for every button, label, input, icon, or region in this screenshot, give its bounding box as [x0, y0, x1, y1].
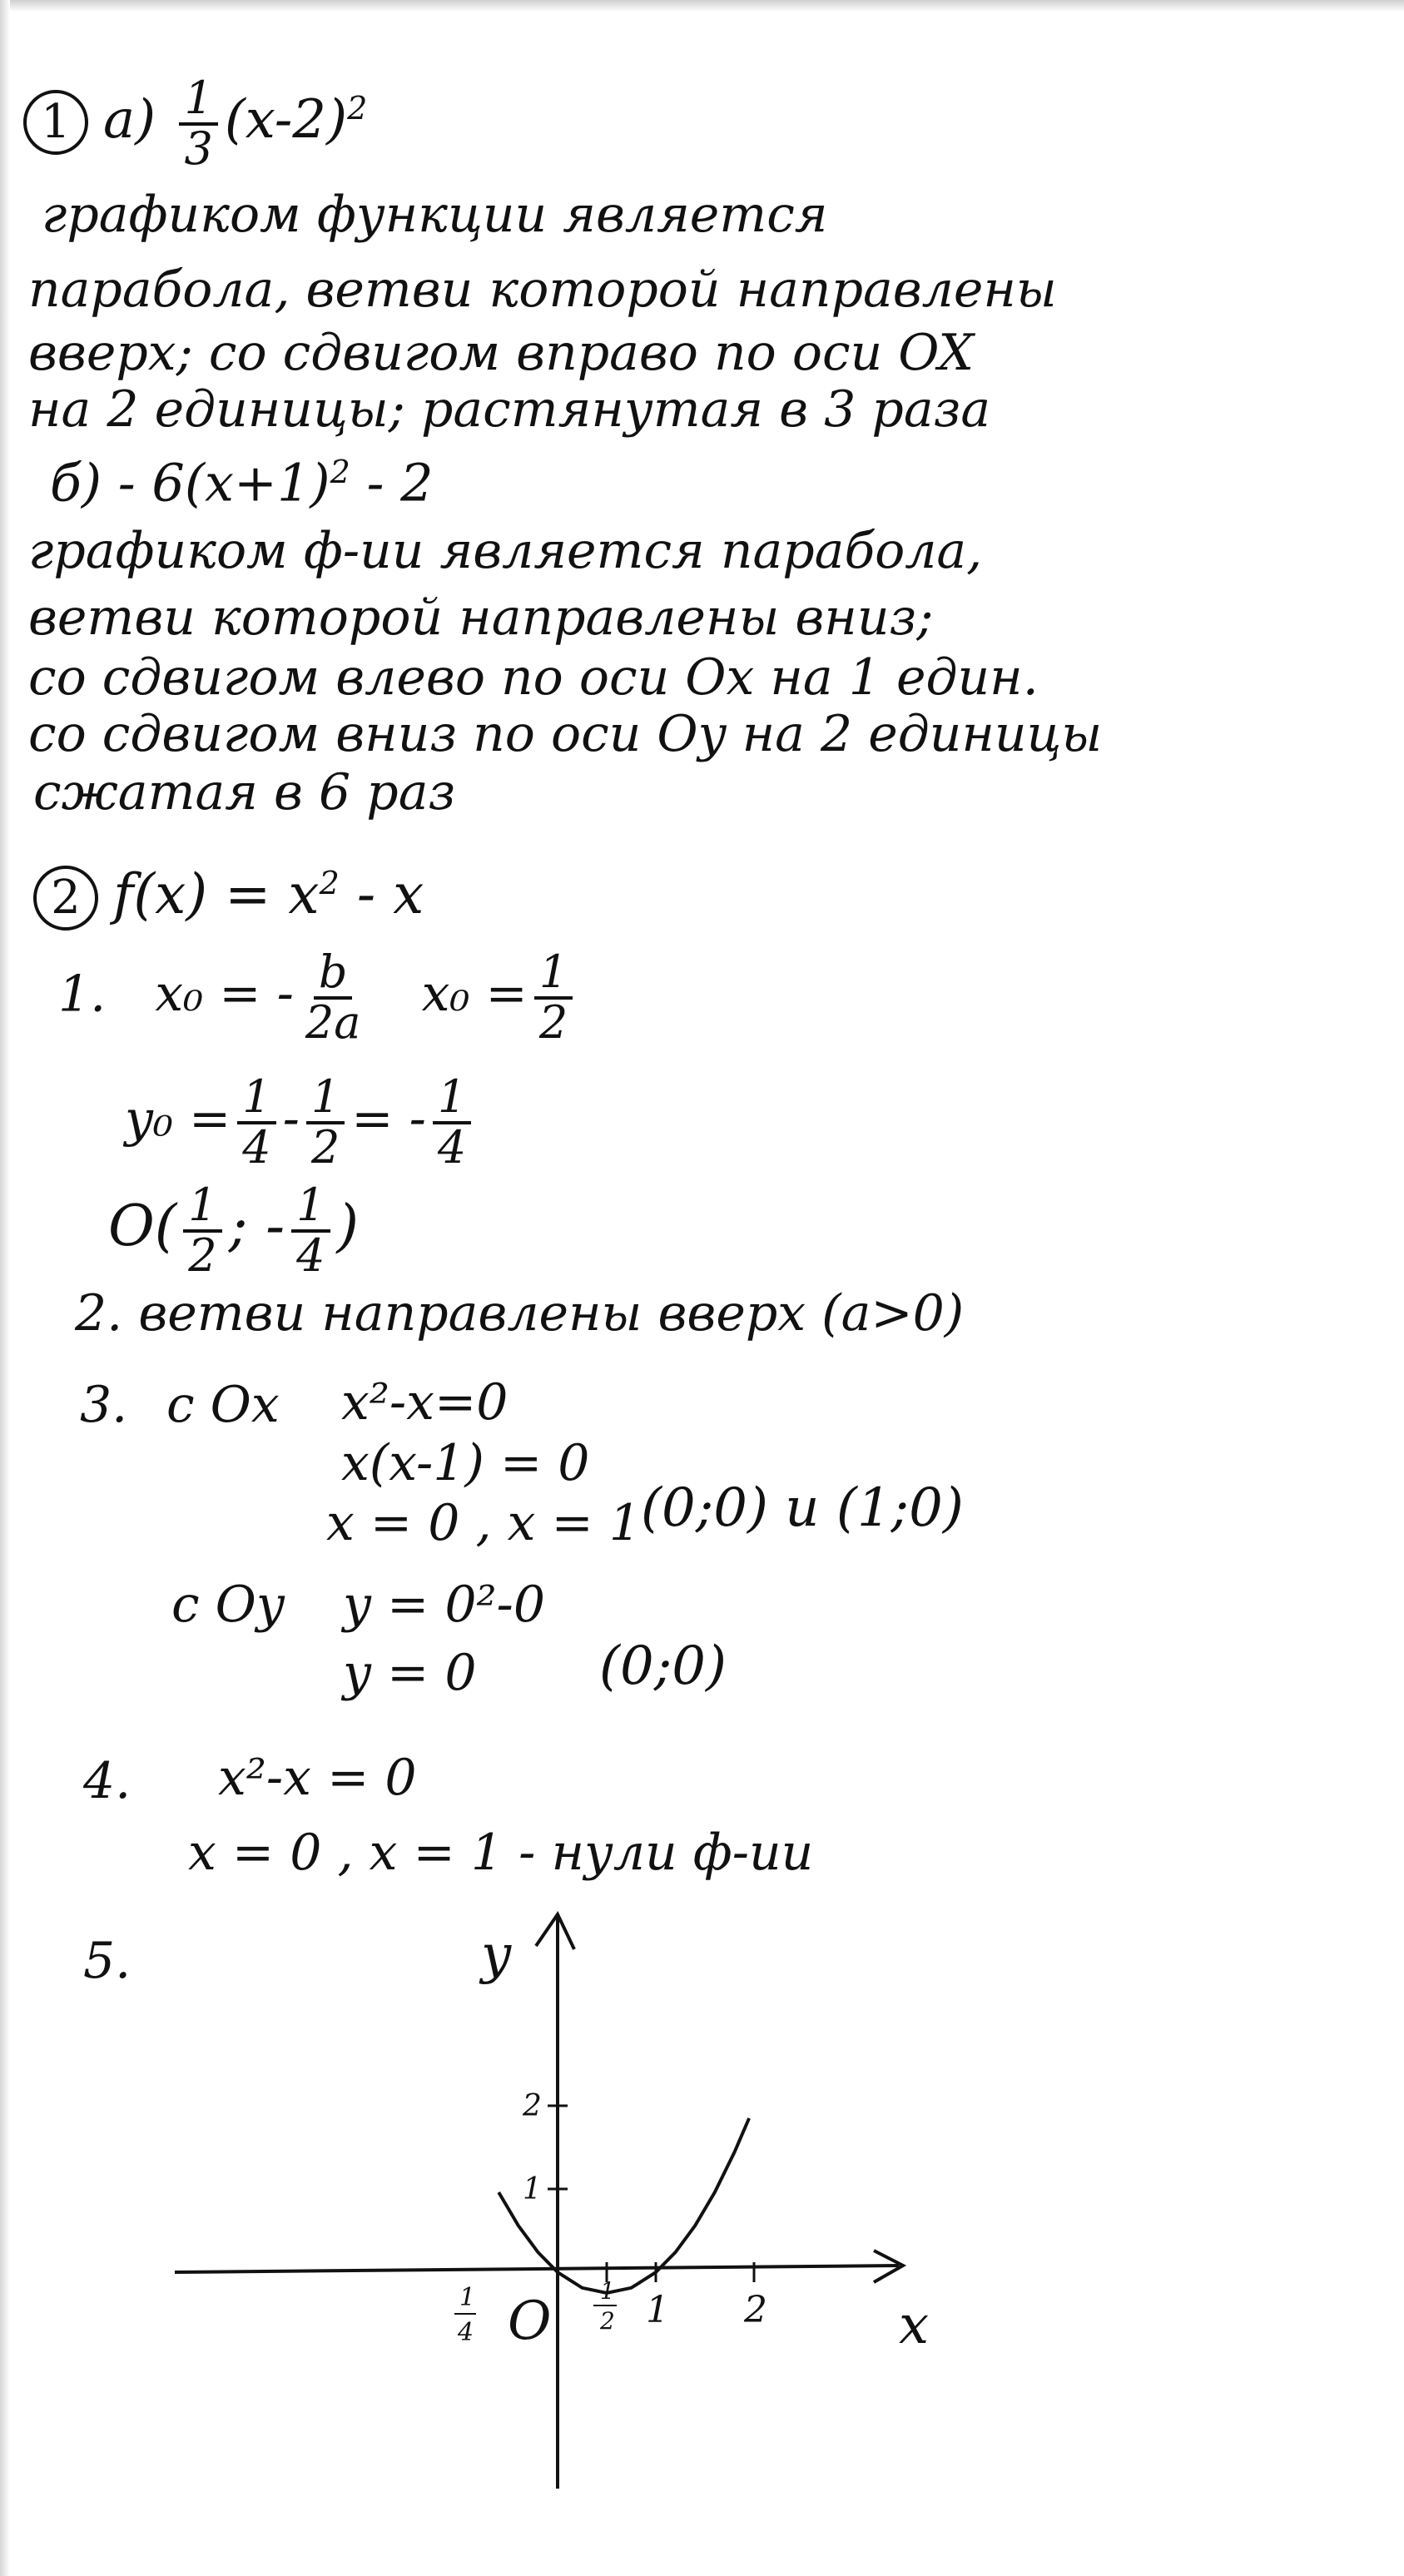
part-b-exponent: 2 — [330, 454, 350, 490]
vertex-line — [108, 1179, 360, 1282]
step4-label: 4. — [83, 1752, 131, 1810]
part-b-text-line: сжатая в 6 раз — [33, 763, 456, 821]
origin-label: O — [508, 2291, 552, 2352]
y0-lhs: y₀ = — [125, 1089, 231, 1149]
parabola-graph — [150, 1906, 999, 2505]
graph-ticks — [548, 2106, 754, 2282]
step3-cox: c Ox — [166, 1376, 280, 1434]
problem1-heading — [23, 72, 368, 175]
problem2-number: 2 — [33, 866, 98, 931]
problem2-heading — [33, 862, 424, 931]
problem1-number: 1 — [23, 90, 88, 155]
x-axis-line — [175, 2266, 899, 2272]
step1-label: 1. — [58, 965, 107, 1024]
y0-equals: = - — [351, 1089, 426, 1149]
step5-label: 5. — [83, 1932, 131, 1990]
y0-fraction-1: $\frac{1}{4}$ — [237, 1074, 275, 1171]
part-b-expression: - 6(x+1) — [117, 452, 330, 514]
y0-minus: - — [282, 1089, 300, 1149]
step3-points-x: (0;0) и (1;0) — [641, 1477, 964, 1539]
step3-equation: x = 0 , x = 1 — [326, 1494, 642, 1552]
x-tick-label: 1 — [646, 2289, 669, 2331]
part-a-text-line: вверх; со сдвигом вправо по оси OX — [28, 324, 975, 382]
y-axis-arrow — [536, 1914, 574, 1949]
function-exponent: 2 — [319, 865, 340, 901]
x-tick-label-numerator: 1 — [600, 2277, 615, 2305]
y0-fraction-2: $\frac{1}{2}$ — [306, 1074, 345, 1171]
function-rhs: - x — [356, 862, 424, 926]
part-a-expression: (x-2) — [224, 89, 348, 151]
graph-labels — [454, 1924, 929, 2356]
vertex-x-fraction: $\frac{1}{2}$ — [183, 1182, 221, 1279]
x0-value-fraction: $\frac{1}{2}$ — [534, 949, 573, 1046]
x-tick-label: 2 — [744, 2289, 767, 2331]
part-b-text-line: со сдвигом влево по оси Ox на 1 един. — [28, 648, 1039, 707]
part-a-text-line: на 2 единицы; растянутая в 3 раза — [28, 380, 991, 439]
vertex-y-fraction: $\frac{1}{4}$ — [291, 1182, 330, 1279]
part-b-text-line: ветви которой направлены вниз; — [28, 588, 934, 647]
vertex-lhs: O( — [108, 1194, 177, 1260]
x0-formula-lhs: x₀ = - — [155, 965, 294, 1024]
step3-point-y: (0;0) — [599, 1635, 727, 1697]
vertex-rhs: ) — [336, 1194, 360, 1260]
y0-fraction-3: $\frac{1}{4}$ — [433, 1074, 471, 1171]
y-tick-label: 2 — [523, 2089, 542, 2123]
part-b-text-line: графиком ф-ии является парабола, — [28, 522, 983, 580]
y0-line — [125, 1070, 478, 1174]
part-a-exponent: 2 — [347, 89, 368, 127]
part-b-tail: - 2 — [366, 452, 434, 514]
page-left-edge — [0, 0, 10, 2576]
step3-equation: x²-x=0 — [341, 1373, 509, 1432]
x0-value-lhs: x₀ = — [421, 965, 528, 1024]
step1-line — [58, 946, 579, 1049]
step3-label: 3. — [80, 1376, 128, 1434]
page-top-edge — [0, 0, 1404, 12]
function-lhs: f(x) = x — [113, 862, 320, 926]
vertex-separator: ; - — [228, 1194, 285, 1260]
step3-coy: c Oy — [171, 1576, 285, 1634]
part-b-text-line: со сдвигом вниз по оси Oy на 2 единицы — [28, 705, 1103, 763]
part-a-text-line: графиком функции является — [42, 186, 828, 244]
x-axis-label: x — [899, 2295, 930, 2356]
step4-equation: x = 0 , x = 1 - нули ф-ии — [188, 1824, 814, 1882]
step3-equation: y = 0²-0 — [343, 1576, 545, 1634]
y-tick-label: 1 — [523, 2172, 542, 2206]
x0-formula-fraction: $\frac{b}{2a}$ — [305, 946, 361, 1049]
part-b-heading — [50, 452, 434, 514]
part-a-text-line: парабола, ветви которой направлены — [28, 261, 1057, 319]
step3-equation: y = 0 — [343, 1644, 477, 1702]
extra-label-denominator: 4 — [458, 2318, 474, 2347]
y-axis-label: y — [481, 1924, 512, 1986]
part-a-label: а) — [103, 89, 156, 151]
part-a-coefficient: $\frac{1}{3}$ — [179, 75, 217, 172]
step3-equation: x(x-1) = 0 — [341, 1434, 590, 1492]
step4-equation: x²-x = 0 — [218, 1749, 417, 1807]
step2-line: 2. ветви направлены вверх (a>0) — [75, 1284, 965, 1343]
part-b-label: б) — [50, 452, 102, 514]
x-tick-label-denominator: 2 — [600, 2307, 615, 2335]
extra-label-numerator: 1 — [459, 2283, 476, 2312]
